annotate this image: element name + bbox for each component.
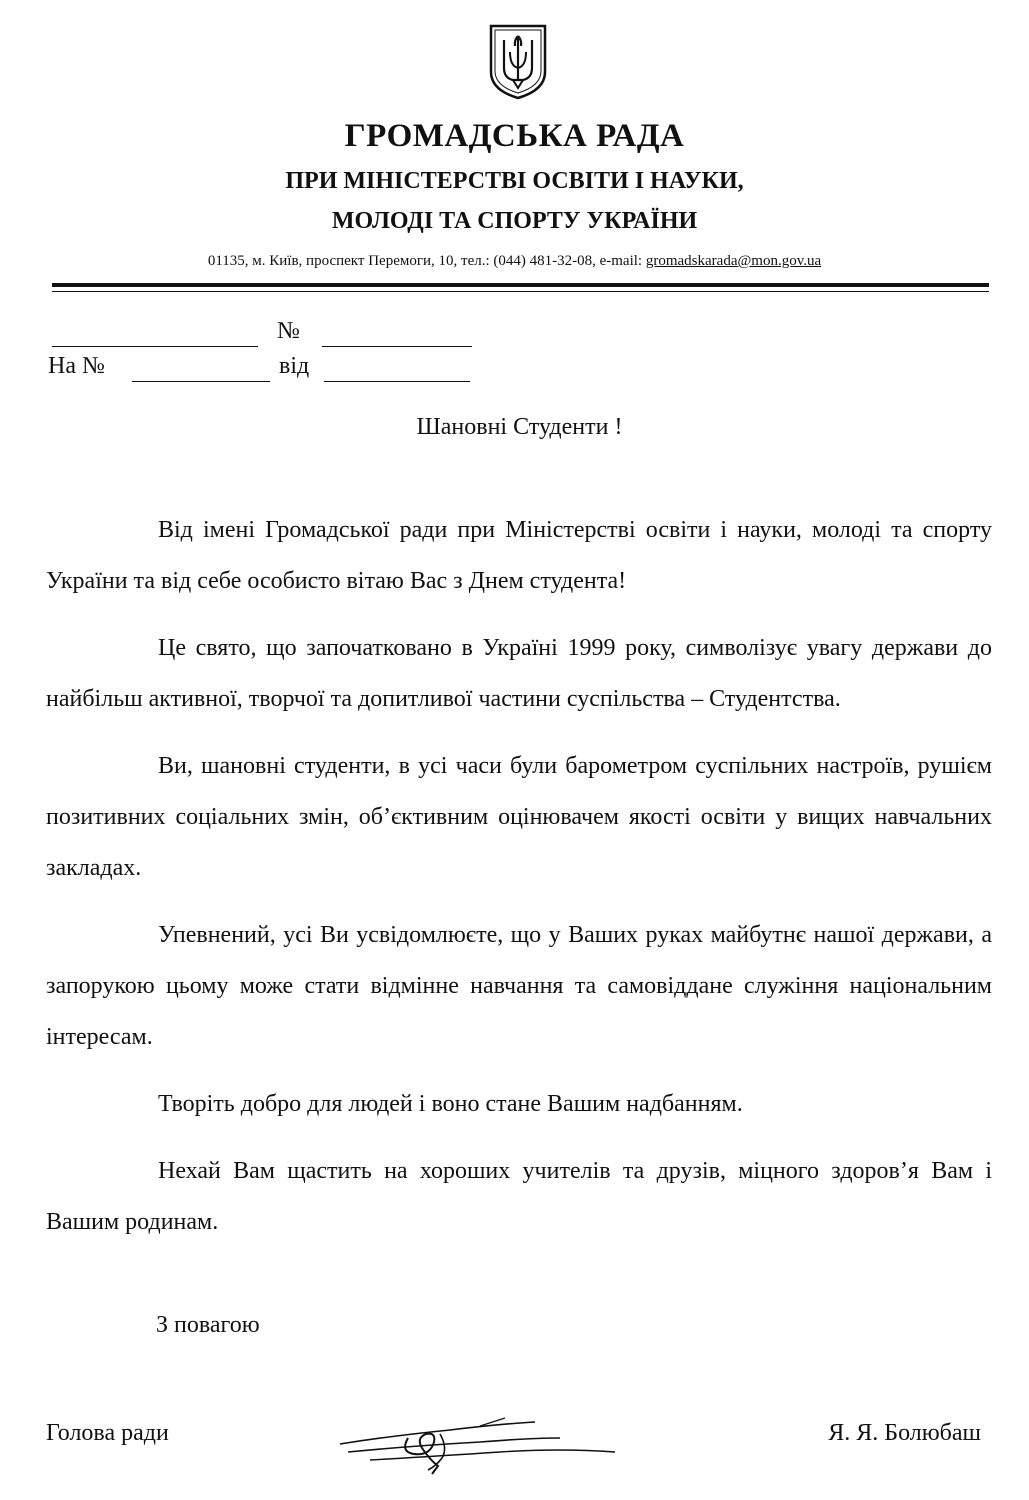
org-subtitle-line2: МОЛОДІ ТА СПОРТУ УКРАЇНИ (331, 208, 698, 234)
org-title: ГРОМАДСЬКА РАДА (344, 118, 685, 154)
letter-greeting: Шановні Студенти ! (416, 414, 623, 440)
letter-closing: З повагою (156, 1312, 260, 1338)
outgoing-number-blank (322, 346, 472, 347)
ref-date-label: від (279, 353, 310, 379)
letter-body (46, 505, 992, 1264)
signatory-role: Голова ради (46, 1420, 169, 1446)
ref-number-blank (132, 381, 270, 382)
letter-paragraph: Творіть добро для людей і воно стане Вашим надбанням. (158, 1091, 743, 1117)
header-rule-thick (52, 283, 989, 287)
email-link[interactable]: gromadskarada@mon.gov.ua (645, 253, 822, 269)
ref-number-label: На № (48, 353, 105, 379)
tryzub-coat-of-arms-icon (487, 22, 549, 100)
handwritten-signature-icon (330, 1408, 620, 1484)
ref-date-blank (324, 381, 470, 382)
org-address (0, 253, 1029, 270)
letter-paragraph: Нехай Вам щастить на хороших учителів та друзів, міцного здоров’я Вам і Вашим родинам. (46, 1158, 992, 1235)
letter-paragraph: Упевнений, усі Ви усвідомлюєте, що у Ваших руках майбутнє нашої держави, а запорукою цьому може стати відмінне навчання та самовіддане служіння національним інтересам. (46, 922, 992, 1050)
letter-paragraph: Від імені Громадської ради при Міністерстві освіти і науки, молоді та спорту України та від себе особисто вітаю Вас з Днем студента! (46, 517, 992, 594)
number-label: № (277, 318, 300, 344)
org-subtitle-line1: ПРИ МІНІСТЕРСТВІ ОСВІТИ І НАУКИ, (285, 168, 744, 194)
signatory-name: Я. Я. Болюбаш (828, 1420, 981, 1446)
outgoing-date-blank (52, 346, 258, 347)
letter-paragraph: Це свято, що започатковано в Україні 1999 року, символізує увагу держави до найбільш активної, творчої та допитливої частини суспільства – Студентства. (46, 635, 992, 712)
letter-paragraph: Ви, шановні студенти, в усі часи були барометром суспільних настроїв, рушієм позитивних соціальних змін, об’єктивним оцінювачем якості освіти у вищих навчальних закладах. (46, 753, 992, 881)
header-rule-thin (52, 291, 989, 292)
address-text: 01135, м. Київ, проспект Перемоги, 10, тел.: (044) 481-32-08, e-mail: (207, 253, 646, 269)
